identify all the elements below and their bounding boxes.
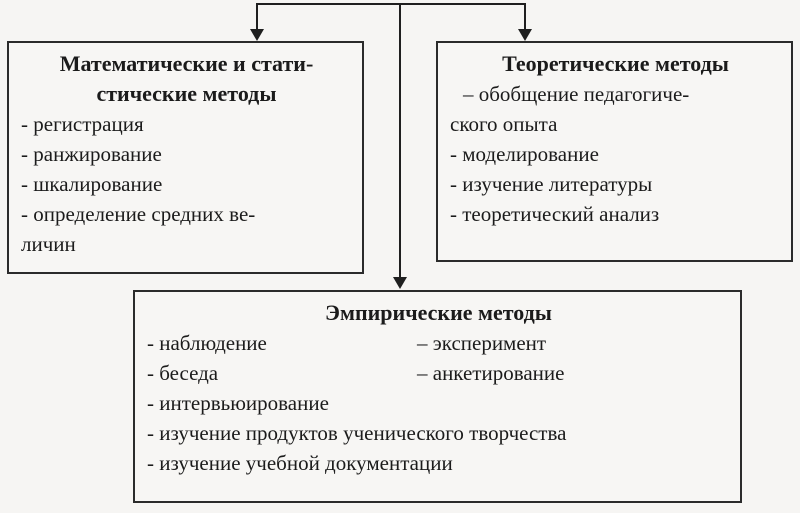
arrow-down-icon — [393, 277, 407, 289]
list-item: - изучение учебной документации — [147, 451, 453, 475]
box-empirical-methods — [133, 290, 742, 503]
box-math-title-line1: Математические и стати- — [59, 51, 314, 76]
list-item: - моделирование — [450, 142, 599, 166]
list-item: – анкетирование — [417, 361, 565, 385]
list-item: - определение средних ве- — [21, 202, 256, 226]
list-item: - шкалирование — [21, 172, 163, 196]
list-item: - изучение продуктов ученического творчества — [147, 421, 567, 445]
list-item: - теоретический анализ — [450, 202, 660, 226]
list-item: - регистрация — [21, 112, 144, 136]
box-math-stat-methods — [7, 41, 364, 274]
list-item: - беседа — [147, 361, 219, 385]
list-item: - интервьюирование — [147, 391, 329, 415]
box-theoretical-methods — [436, 41, 793, 262]
list-item-continuation: личин — [21, 232, 76, 256]
list-item: - наблюдение — [147, 331, 267, 355]
box-math-title-line2: стические методы — [96, 81, 277, 106]
box-math-title — [21, 49, 352, 109]
arrow-down-icon — [518, 29, 532, 41]
list-item: - ранжирование — [21, 142, 162, 166]
arrow-down-icon — [250, 29, 264, 41]
list-item: - изучение литературы — [450, 172, 653, 196]
list-item-continuation: ского опыта — [450, 112, 558, 136]
box-empirical-title: Эмпирические методы — [325, 300, 552, 325]
empirical-left-column — [147, 328, 417, 388]
list-item: – обобщение педагогиче- — [463, 82, 690, 106]
empirical-two-column-list — [147, 328, 730, 388]
empirical-right-column — [417, 328, 730, 388]
list-item: – эксперимент — [417, 331, 547, 355]
box-theory-title: Теоретические методы — [502, 51, 729, 76]
